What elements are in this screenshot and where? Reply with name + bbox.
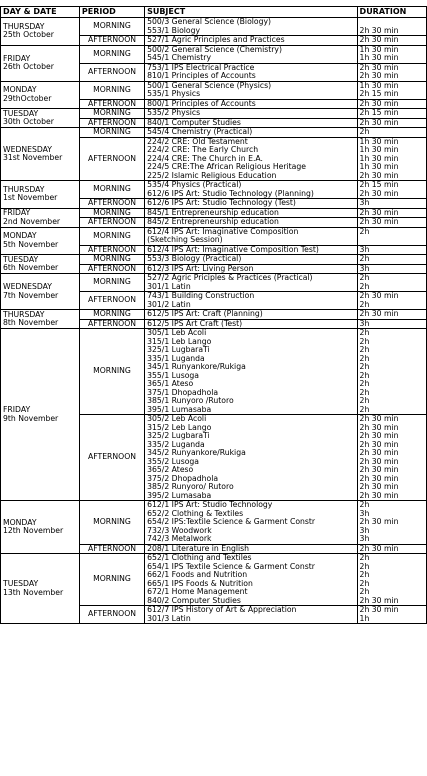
subject-cell [145, 208, 357, 218]
duration-line: 1h 30 min [359, 81, 399, 90]
duration-line: 2h 30 min [359, 35, 399, 44]
subject-line: 345/2 Runyankore/Rukiga [147, 448, 246, 457]
subject-line: 553/1 Biology [147, 25, 201, 35]
duration-line: 2h 30 min [359, 25, 399, 35]
duration-line: 2h [359, 345, 370, 354]
duration-line: 1h 30 min [359, 45, 399, 54]
session-row [1, 274, 427, 292]
period-cell: AFTERNOON [79, 292, 144, 310]
day-date: 7th November [3, 290, 59, 300]
day-date: 6th November [3, 263, 59, 272]
duration-cell [357, 292, 426, 310]
subject-cell [145, 554, 357, 606]
duration-line: 2h [359, 387, 370, 397]
day-name: TUESDAY [3, 254, 39, 264]
subject-line: 553/3 Biology (Practical) [147, 254, 242, 263]
subject-cell [145, 45, 357, 63]
subject-line: 301/3 Latin [147, 613, 191, 623]
subject-line: 840/2 Computer Studies [147, 595, 241, 605]
day-name: THURSDAY [3, 21, 45, 31]
subject-line: 385/1 Runyoro /Rutoro [147, 396, 234, 405]
day-date-cell [1, 255, 80, 274]
duration-cell [357, 137, 426, 181]
period-cell: MORNING [79, 109, 144, 119]
duration-line: 2h 30 min [359, 448, 399, 457]
subject-cell [145, 329, 357, 415]
duration-line: 2h [359, 370, 370, 380]
duration-cell [357, 81, 426, 99]
day-date: 29thOctober [3, 93, 52, 103]
period-cell: AFTERNOON [79, 199, 144, 209]
day-date-cell [1, 45, 80, 81]
subject-cell [145, 310, 357, 320]
period-cell: AFTERNOON [79, 118, 144, 128]
subject-cell [145, 319, 357, 329]
day-name: FRIDAY [3, 208, 31, 217]
duration-line: 2h 30 min [359, 595, 399, 605]
duration-line: 2h 30 min [359, 309, 399, 318]
duration-line: 1h 30 min [359, 153, 399, 163]
subject-line: 753/1 IPS Electrical Practice [147, 63, 255, 72]
subject-line: 672/1 Home Management [147, 587, 248, 596]
subject-cell [145, 63, 357, 81]
day-date-cell [1, 181, 80, 209]
day-date: 1st November [3, 193, 58, 203]
session-row [1, 18, 427, 36]
period-cell: AFTERNOON [79, 137, 144, 181]
subject-line: 224/2 CRE: Old Testament [147, 137, 248, 146]
duration-line: 2h 30 min [359, 118, 399, 127]
session-row [1, 208, 427, 218]
duration-line: 2h 30 min [359, 99, 399, 108]
subject-line: 652/1 Clothing and Textiles [147, 553, 252, 562]
duration-line: 2h 30 min [359, 208, 399, 217]
subject-cell [145, 199, 357, 209]
day-date-cell [1, 81, 80, 109]
duration-line: 2h 15 min [359, 108, 399, 117]
subject-cell [145, 501, 357, 545]
subject-line: 654/2 IPS:Textile Science & Garment Constr [147, 517, 316, 526]
period-cell: AFTERNOON [79, 63, 144, 81]
duration-line: 2h [359, 561, 370, 571]
timetable-wrapper [0, 6, 427, 624]
duration-cell [357, 501, 426, 545]
subject-line: 612/4 IPS Art: Imaginative Composition [147, 227, 299, 236]
duration-cell [357, 606, 426, 624]
duration-line: 1h 30 min [359, 145, 399, 154]
duration-line: 2h 30 min [359, 465, 399, 474]
subject-line: 335/1 Luganda [147, 353, 205, 363]
duration-cell [357, 274, 426, 292]
duration-line: 3h [359, 508, 370, 518]
day-name: THURSDAY [3, 184, 45, 194]
day-date-cell [1, 128, 80, 181]
day-date: 25th October [3, 30, 54, 40]
duration-cell [357, 181, 426, 199]
period-cell: MORNING [79, 310, 144, 320]
subject-line: 305/2 Leb Acoli [147, 414, 207, 423]
session-row [1, 128, 427, 138]
subject-line: 224/4 CRE: The Church in E.A. [147, 153, 263, 163]
session-row [1, 329, 427, 415]
duration-cell [357, 415, 426, 501]
duration-cell [357, 36, 426, 46]
subject-cell [145, 606, 357, 624]
subject-line: 810/1 Principles of Accounts [147, 71, 256, 80]
duration-line: 2h [359, 396, 370, 405]
subject-cell [145, 544, 357, 554]
duration-line: 2h [359, 404, 370, 414]
day-date: 13th November [3, 587, 64, 597]
subject-line: 500/3 General Science (Biology) [147, 17, 272, 26]
subject-cell [145, 99, 357, 109]
subject-cell [145, 137, 357, 181]
subject-cell [145, 36, 357, 46]
subject-line: 301/2 Latin [147, 299, 191, 309]
period-cell: AFTERNOON [79, 99, 144, 109]
day-date: 5th November [3, 239, 59, 249]
period-cell: MORNING [79, 128, 144, 138]
subject-line: 612/6 IPS Art: Studio Technology (Test) [147, 198, 296, 207]
session-row [1, 81, 427, 99]
duration-line: 2h 30 min [359, 456, 399, 466]
subject-cell [145, 81, 357, 99]
subject-line: 500/1 General Science (Physics) [147, 81, 272, 90]
day-name: THURSDAY [3, 309, 45, 319]
day-date: 2nd November [3, 216, 61, 226]
period-cell: MORNING [79, 208, 144, 218]
subject-line: 345/1 Runyankore/Rukiga [147, 362, 246, 371]
day-date-cell [1, 310, 80, 329]
period-cell: AFTERNOON [79, 245, 144, 255]
day-date: 8th November [3, 318, 59, 327]
duration-line: 2h [359, 553, 370, 562]
exam-timetable [0, 6, 427, 624]
duration-cell [357, 329, 426, 415]
duration-line: 2h [359, 379, 370, 388]
duration-cell [357, 554, 426, 606]
day-name: FRIDAY [3, 405, 31, 414]
day-date-cell [1, 329, 80, 501]
duration-cell [357, 544, 426, 554]
duration-cell [357, 310, 426, 320]
day-date-cell [1, 227, 80, 255]
subject-line: 612/6 IPS Art: Studio Technology (Planning) [147, 188, 314, 198]
day-date: 31st November [3, 153, 63, 162]
duration-cell [357, 109, 426, 119]
duration-cell [357, 128, 426, 138]
subject-line: 224/5 CRE:The African Religious Heritage [147, 162, 306, 171]
subject-cell [145, 415, 357, 501]
subject-line: 535/2 Physics [147, 108, 201, 117]
subject-line: 365/1 Ateso [147, 379, 194, 388]
subject-line: 743/1 Building Construction [147, 291, 255, 300]
duration-line: 2h 30 min [359, 605, 399, 614]
duration-cell [357, 227, 426, 245]
duration-line: 2h 30 min [359, 414, 399, 423]
duration-line: 2h [359, 127, 370, 136]
session-row [1, 45, 427, 63]
duration-line: 2h 30 min [359, 188, 399, 198]
duration-line: 2h 30 min [359, 544, 399, 553]
header-row [1, 7, 427, 18]
duration-line: 2h [359, 500, 370, 509]
day-name: FRIDAY [3, 53, 31, 63]
duration-line: 2h 30 min [359, 517, 399, 526]
subject-line: 305/1 Leb Acoli [147, 328, 207, 337]
subject-line: 732/3 Woodwork [147, 525, 212, 535]
duration-line: 2h [359, 587, 370, 596]
day-date: 26th October [3, 62, 54, 71]
duration-line: 3h [359, 198, 370, 207]
header-duration: DURATION [357, 7, 426, 18]
duration-line: 3h [359, 534, 370, 543]
duration-line: 2h [359, 299, 370, 309]
duration-line: 1h 30 min [359, 162, 399, 171]
duration-line: 2h 30 min [359, 439, 399, 449]
subject-cell [145, 264, 357, 274]
subject-cell [145, 245, 357, 255]
period-cell: AFTERNOON [79, 606, 144, 624]
duration-line: 2h 15 min [359, 180, 399, 189]
duration-line: 1h [359, 613, 370, 623]
day-name: WEDNESDAY [3, 282, 53, 291]
subject-cell [145, 118, 357, 128]
period-cell: MORNING [79, 255, 144, 265]
duration-line: 3h [359, 319, 370, 328]
duration-line: 2h 30 min [359, 170, 399, 180]
session-row [1, 227, 427, 245]
subject-line: 365/2 Ateso [147, 465, 194, 474]
duration-line: 3h [359, 264, 370, 273]
session-row [1, 255, 427, 265]
duration-line: 2h [359, 254, 370, 263]
day-name: MONDAY [3, 231, 37, 241]
duration-cell [357, 218, 426, 228]
subject-line: 385/2 Runyoro/ Rutoro [147, 482, 234, 491]
subject-line: 355/1 Lusoga [147, 370, 199, 380]
subject-line: 355/2 Lusoga [147, 456, 199, 466]
subject-line: 662/1 Foods and Nutrition [147, 570, 248, 579]
duration-cell [357, 264, 426, 274]
period-cell: AFTERNOON [79, 544, 144, 554]
period-cell: AFTERNOON [79, 264, 144, 274]
period-cell: MORNING [79, 81, 144, 99]
duration-line: 2h [359, 362, 370, 371]
subject-line: 335/2 Luganda [147, 439, 205, 449]
subject-line: 527/2 Agric Priciples & Practices (Practical) [147, 273, 313, 282]
session-row [1, 109, 427, 119]
duration-line: 3h [359, 525, 370, 535]
period-cell: AFTERNOON [79, 36, 144, 46]
period-cell: AFTERNOON [79, 319, 144, 329]
duration-line: 3h [359, 245, 370, 254]
duration-line: 2h 30 min [359, 422, 399, 432]
subject-cell [145, 18, 357, 36]
duration-line: 2h 30 min [359, 217, 399, 226]
subject-line: 652/2 Clothing & Textiles [147, 508, 244, 518]
period-cell: MORNING [79, 45, 144, 63]
period-cell: MORNING [79, 181, 144, 199]
subject-line: 224/2 CRE: The Early Church [147, 145, 259, 154]
duration-cell [357, 208, 426, 218]
duration-line: 2h 30 min [359, 291, 399, 300]
subject-cell [145, 292, 357, 310]
day-name: MONDAY [3, 517, 37, 527]
day-name: TUESDAY [3, 108, 39, 118]
session-row [1, 310, 427, 320]
period-cell: MORNING [79, 329, 144, 415]
subject-line: 545/4 Chemistry (Practical) [147, 127, 253, 136]
subject-cell [145, 128, 357, 138]
duration-line: 2h 30 min [359, 431, 399, 440]
subject-line: 545/1 Chemistry [147, 53, 211, 62]
subject-line: 612/1 IPS Art: Studio Technology [147, 500, 273, 509]
subject-line: 800/1 Principles of Accounts [147, 99, 256, 108]
subject-cell [145, 218, 357, 228]
day-date: 12th November [3, 526, 64, 535]
duration-cell [357, 63, 426, 81]
subject-line: 395/1 Lumasaba [147, 404, 212, 414]
duration-line: 1h 30 min [359, 53, 399, 62]
subject-line: 612/4 IPS Art: Imaginative Composition Test) [147, 245, 319, 254]
subject-line: 375/2 Dhopadhola [147, 473, 219, 483]
subject-line: 612/7 IPS History of Art & Appreciation [147, 605, 297, 614]
duration-line: 2h [359, 353, 370, 363]
subject-line: 225/2 Islamic Religious Education [147, 170, 277, 180]
subject-line: 315/1 Leb Lango [147, 336, 212, 346]
day-name: WEDNESDAY [3, 144, 53, 154]
subject-line: 375/1 Dhopadhola [147, 387, 219, 397]
day-date-cell [1, 109, 80, 128]
duration-line: 2h 15 min [359, 89, 399, 98]
day-name: MONDAY [3, 85, 37, 95]
subject-line: 325/2 LugbaraTi [147, 431, 210, 440]
subject-line: 325/1 LugbaraTi [147, 345, 210, 354]
period-cell: MORNING [79, 274, 144, 292]
duration-cell [357, 319, 426, 329]
subject-line: 845/2 Entrepreneurship education [147, 217, 279, 226]
header-period: PERIOD [79, 7, 144, 18]
duration-line: 2h 30 min [359, 473, 399, 483]
subject-line: 527/1 Agric Principles and Practices [147, 35, 285, 44]
period-cell: MORNING [79, 227, 144, 245]
duration-line: 2h [359, 336, 370, 346]
subject-line: 665/1 IPS Foods & Nutrition [147, 578, 253, 588]
day-date: 30th October [3, 117, 54, 126]
subject-line: 301/1 Latin [147, 281, 191, 291]
subject-line: 535/1 Physics [147, 89, 201, 98]
period-cell: MORNING [79, 18, 144, 36]
duration-line: 2h [359, 281, 370, 291]
duration-line: 2h [359, 328, 370, 337]
duration-line [360, 236, 424, 245]
duration-line: 2h [359, 570, 370, 579]
duration-cell [357, 245, 426, 255]
period-cell: AFTERNOON [79, 218, 144, 228]
subject-cell [145, 227, 357, 245]
subject-line: (Sketching Session) [147, 235, 223, 244]
duration-line: 2h 30 min [359, 490, 399, 500]
subject-line: 612/5 IPS Art Craft (Test) [147, 319, 243, 328]
day-date-cell [1, 501, 80, 554]
session-row [1, 181, 427, 199]
duration-line: 2h [359, 578, 370, 588]
subject-cell [145, 274, 357, 292]
subject-cell [145, 109, 357, 119]
duration-line: 2h [359, 273, 370, 282]
header-day: DAY & DATE [1, 7, 80, 18]
session-row [1, 501, 427, 545]
period-cell: MORNING [79, 554, 144, 606]
subject-line: 612/3 IPS Art: Living Person [147, 264, 254, 273]
duration-cell [357, 18, 426, 36]
duration-cell [357, 255, 426, 265]
period-cell: AFTERNOON [79, 415, 144, 501]
subject-line: 612/5 IPS Art: Craft (Planning) [147, 309, 263, 318]
timetable-body [1, 18, 427, 624]
day-name: TUESDAY [3, 579, 39, 588]
duration-line: 2h 30 min [359, 482, 399, 491]
duration-line: 2h [359, 227, 370, 236]
subject-line: 742/3 Metalwork [147, 534, 212, 543]
duration-cell [357, 199, 426, 209]
duration-cell [357, 99, 426, 109]
duration-line: 2h 30 min [359, 71, 399, 80]
subject-line: 395/2 Lumasaba [147, 490, 212, 500]
day-date-cell [1, 18, 80, 46]
duration-line: 1h 30 min [359, 137, 399, 146]
day-date-cell [1, 208, 80, 227]
period-cell: MORNING [79, 501, 144, 545]
subject-cell [145, 181, 357, 199]
day-date-cell [1, 554, 80, 624]
subject-line: 654/1 IPS Textile Science & Garment Constr [147, 561, 315, 571]
day-date: 9th November [3, 413, 59, 423]
header-subject: SUBJECT [145, 7, 357, 18]
duration-line: 2h 30 min [359, 63, 399, 72]
session-row [1, 554, 427, 606]
subject-line: 840/1 Computer Studies [147, 118, 241, 127]
duration-cell [357, 118, 426, 128]
subject-line: 208/1 Literature in English [147, 544, 249, 553]
subject-line: 315/2 Leb Lango [147, 422, 212, 432]
duration-cell [357, 45, 426, 63]
subject-cell [145, 255, 357, 265]
subject-line: 845/1 Entrepreneurship education [147, 208, 279, 217]
subject-line: 535/4 Physics (Practical) [147, 180, 242, 189]
day-date-cell [1, 274, 80, 310]
subject-line: 500/2 General Science (Chemistry) [147, 45, 282, 54]
